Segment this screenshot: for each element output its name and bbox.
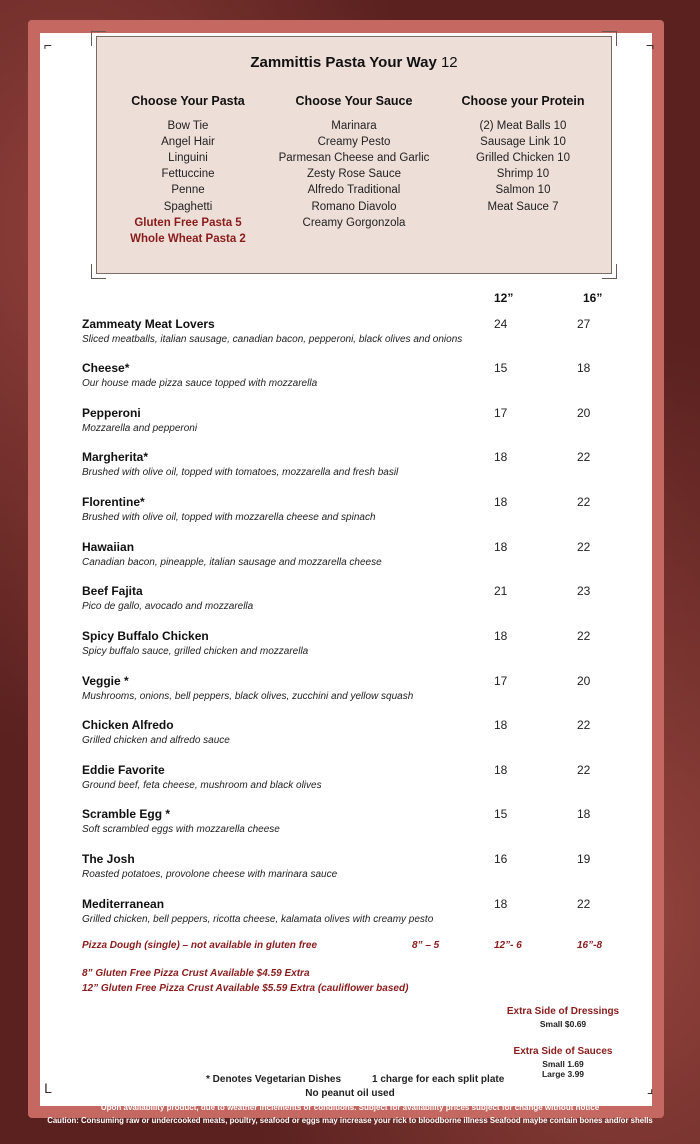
menu-item-description: Grilled chicken, bell peppers, ricotta cheese, kalamata olives with creamy pesto: [82, 914, 434, 925]
split-plate-note: 1 charge for each split plate: [372, 1074, 505, 1085]
menu-item-description: Spicy buffalo sauce, grilled chicken and mozzarella: [82, 646, 309, 657]
price-12: 15: [494, 807, 508, 821]
sauce-option: Creamy Gorgonzola: [302, 216, 406, 229]
menu-item-name: Mediterranean: [82, 897, 165, 911]
dough-label: Pizza Dough (single) – not available in gluten free: [82, 940, 318, 951]
menu-item-description: Brushed with olive oil, topped with tomatoes, mozzarella and fresh basil: [82, 467, 399, 478]
menu-item-name: Eddie Favorite: [82, 763, 165, 777]
price-16: 22: [577, 718, 591, 732]
price-12: 18: [494, 540, 508, 554]
pasta-option: Linguini: [168, 152, 208, 165]
corner-ornament-icon: ¬: [645, 37, 655, 53]
pasta-title: [97, 54, 611, 71]
menu-item-name: Veggie *: [82, 674, 129, 688]
price-16: 23: [577, 584, 591, 598]
menu-item-description: Ground beef, feta cheese, mushroom and black olives: [82, 780, 322, 791]
price-12: 17: [494, 406, 508, 420]
extra-sauces-large: Large 3.99: [541, 1069, 585, 1079]
price-12: 15: [494, 361, 508, 375]
pasta-option: Spaghetti: [163, 200, 213, 213]
price-16: 19: [577, 852, 591, 866]
sauce-option: Romano Diavolo: [311, 200, 397, 213]
size-header-16: 16”: [583, 291, 603, 305]
pasta-extra-option: Gluten Free Pasta 5: [134, 216, 242, 229]
price-16: 22: [577, 450, 591, 464]
protein-option: Sausage Link 10: [480, 136, 566, 149]
menu-item: [82, 584, 642, 624]
pasta-price: 12: [440, 54, 458, 71]
protein-option: Shrimp 10: [496, 168, 550, 181]
protein-option: (2) Meat Balls 10: [479, 120, 567, 133]
dough-price-12: 12”- 6: [494, 940, 522, 951]
menu-item: [82, 406, 642, 446]
gluten-free-note: 12” Gluten Free Pizza Crust Available $5.59 Extra (cauliflower based): [82, 983, 409, 994]
price-12: 24: [494, 317, 508, 331]
caution-disclaimer: Caution: Consuming raw or undercooked meats, poultry, seafood or eggs may increase your rick to bloodborne illness Seafood maybe contain bones and/or shells: [47, 1116, 653, 1125]
pasta-option: Angel Hair: [161, 136, 215, 149]
extra-sauces-small: Small 1.69: [542, 1059, 584, 1069]
price-16: 22: [577, 495, 591, 509]
menu-item: [82, 897, 642, 937]
protein-option: Salmon 10: [495, 184, 551, 197]
menu-item-description: Brushed with olive oil, topped with mozzarella cheese and spinach: [82, 512, 376, 523]
price-12: 18: [494, 629, 508, 643]
menu-item-name: Chicken Alfredo: [82, 718, 174, 732]
pasta-column: [113, 93, 263, 247]
price-16: 22: [577, 629, 591, 643]
corner-ornament-icon: ⌐: [43, 37, 53, 53]
price-16: 22: [577, 897, 591, 911]
sauce-column-header: Choose Your Sauce: [295, 94, 413, 108]
menu-item: [82, 450, 642, 490]
menu-item-name: Pepperoni: [82, 406, 141, 420]
menu-item-description: Mozzarella and pepperoni: [82, 423, 198, 434]
menu-item-description: Canadian bacon, pineapple, italian sausage and mozzarella cheese: [82, 557, 382, 568]
extra-dressings-small: Small $0.69: [539, 1019, 587, 1029]
menu-item-name: Margherita*: [82, 450, 149, 464]
dough-price-16: 16”-8: [577, 940, 603, 951]
availability-disclaimer: Upon availability product, due to weather inclements or conditions. Subject for availability prices subject for change without notice: [100, 1103, 600, 1112]
sauce-column: [269, 93, 439, 231]
sauce-option: Alfredo Traditional: [307, 184, 401, 197]
menu-item: [82, 495, 642, 535]
price-16: 20: [577, 406, 591, 420]
box-bracket-icon: [602, 264, 617, 279]
protein-option: Meat Sauce 7: [487, 200, 559, 213]
pasta-option: Fettuccine: [161, 168, 215, 181]
pasta-column-header: Choose Your Pasta: [131, 94, 245, 108]
menu-item-description: Sliced meatballs, italian sausage, canadian bacon, pepperoni, black olives and onions: [82, 334, 463, 345]
price-12: 18: [494, 718, 508, 732]
dough-price-8: 8” – 5: [412, 940, 440, 951]
menu-item: [82, 763, 642, 803]
pasta-extra-option: Whole Wheat Pasta 2: [130, 232, 246, 245]
pasta-your-way-box: [96, 36, 612, 274]
sauce-option: Parmesan Cheese and Garlic: [278, 152, 430, 165]
menu-item-description: Grilled chicken and alfredo sauce: [82, 735, 230, 746]
menu-item: [82, 361, 642, 401]
menu-item: [82, 540, 642, 580]
menu-item: [82, 718, 642, 758]
menu-item: [82, 674, 642, 714]
menu-item-name: The Josh: [82, 852, 135, 866]
price-16: 22: [577, 540, 591, 554]
price-12: 18: [494, 495, 508, 509]
corner-ornament-icon: L: [44, 1080, 52, 1096]
price-16: 20: [577, 674, 591, 688]
peanut-note: No peanut oil used: [305, 1088, 395, 1099]
menu-item: [82, 317, 642, 357]
menu-item-name: Hawaiian: [82, 540, 135, 554]
sauce-option: Marinara: [331, 120, 377, 133]
protein-column-header: Choose your Protein: [461, 94, 585, 108]
box-bracket-icon: [91, 31, 106, 46]
price-12: 17: [494, 674, 508, 688]
size-header-12: 12”: [494, 291, 514, 305]
menu-item: [82, 629, 642, 669]
menu-item-name: Zammeaty Meat Lovers: [82, 317, 215, 331]
corner-ornament-icon: ⌟: [646, 1080, 654, 1096]
price-12: 18: [494, 897, 508, 911]
box-bracket-icon: [602, 31, 617, 46]
price-12: 21: [494, 584, 508, 598]
pasta-option: Bow Tie: [167, 120, 209, 133]
pasta-title-text: Zammittis Pasta Your Way: [250, 54, 437, 71]
price-16: 22: [577, 763, 591, 777]
protein-option: Grilled Chicken 10: [476, 152, 570, 165]
price-16: 18: [577, 361, 591, 375]
menu-item-description: Our house made pizza sauce topped with mozzarella: [82, 378, 318, 389]
menu-item-name: Spicy Buffalo Chicken: [82, 629, 209, 643]
box-bracket-icon: [91, 264, 106, 279]
menu-item-description: Mushrooms, onions, bell peppers, black olives, zucchini and yellow squash: [82, 691, 414, 702]
price-12: 16: [494, 852, 508, 866]
menu-item-name: Beef Fajita: [82, 584, 143, 598]
vegetarian-note: * Denotes Vegetarian Dishes: [206, 1074, 342, 1085]
menu-item-name: Scramble Egg *: [82, 807, 171, 821]
extra-sauces: [490, 1046, 636, 1079]
menu-item-name: Cheese*: [82, 361, 130, 375]
pasta-option: Penne: [171, 184, 205, 197]
sauce-option: Creamy Pesto: [317, 136, 391, 149]
menu-item: [82, 852, 642, 892]
gluten-free-note: 8” Gluten Free Pizza Crust Available $4.59 Extra: [82, 968, 310, 979]
extra-dressings: [490, 1006, 636, 1029]
price-16: 27: [577, 317, 591, 331]
menu-item-description: Pico de gallo, avocado and mozzarella: [82, 601, 254, 612]
protein-column: [443, 93, 603, 215]
price-12: 18: [494, 450, 508, 464]
menu-item-name: Florentine*: [82, 495, 145, 509]
menu-item-description: Roasted potatoes, provolone cheese with marinara sauce: [82, 869, 338, 880]
menu-item: [82, 807, 642, 847]
extra-dressings-title: Extra Side of Dressings: [506, 1006, 620, 1017]
price-12: 18: [494, 763, 508, 777]
price-16: 18: [577, 807, 591, 821]
extra-sauces-title: Extra Side of Sauces: [513, 1046, 613, 1057]
sauce-option: Zesty Rose Sauce: [307, 168, 401, 181]
menu-item-description: Soft scrambled eggs with mozzarella cheese: [82, 824, 280, 835]
